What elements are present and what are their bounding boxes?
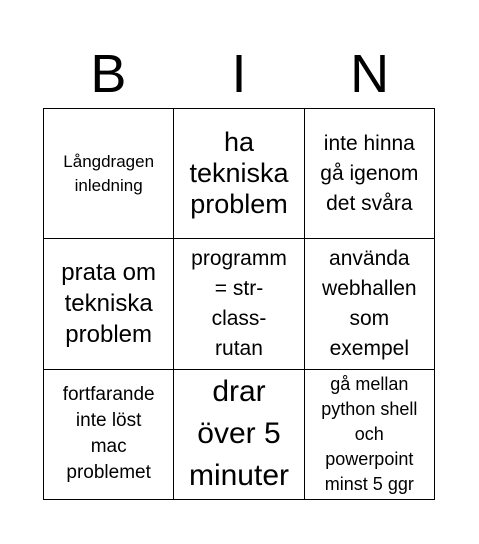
bingo-cell-r1c3[interactable] (305, 109, 435, 239)
cell-text: använda webhallen som exempel (322, 246, 417, 360)
cell-text: drar över 5 minuter (188, 375, 290, 493)
cell-text: prata om tekniska problem (61, 259, 157, 349)
bingo-cell-r2c2[interactable] (174, 239, 304, 369)
cell-text: Långdragen inledning (63, 151, 155, 195)
bingo-cell-r3c1[interactable] (44, 370, 174, 500)
cell-text: programm = str- class- rutan (191, 246, 287, 360)
bingo-board (43, 108, 435, 500)
cell-text: gå mellan python shell och powerpoint minst 5 ggr (321, 373, 418, 494)
cell-text: inte hinna gå igenom det svåra (320, 131, 419, 215)
bingo-cell-r3c2[interactable] (174, 370, 304, 500)
header-letter-i: I (231, 44, 247, 104)
bingo-cell-r1c1[interactable] (44, 109, 174, 239)
header-letter-b: B (90, 44, 127, 104)
header-letter-n: N (350, 44, 390, 104)
bingo-cell-r3c3[interactable] (305, 370, 435, 500)
bingo-cell-r2c1[interactable] (44, 239, 174, 369)
bingo-header (43, 40, 435, 108)
bingo-cell-r1c2[interactable] (174, 109, 304, 239)
bingo-cell-r2c3[interactable] (305, 239, 435, 369)
cell-text: ha tekniska problem (189, 127, 289, 220)
cell-text: fortfarande inte löst mac problemet (62, 384, 155, 484)
